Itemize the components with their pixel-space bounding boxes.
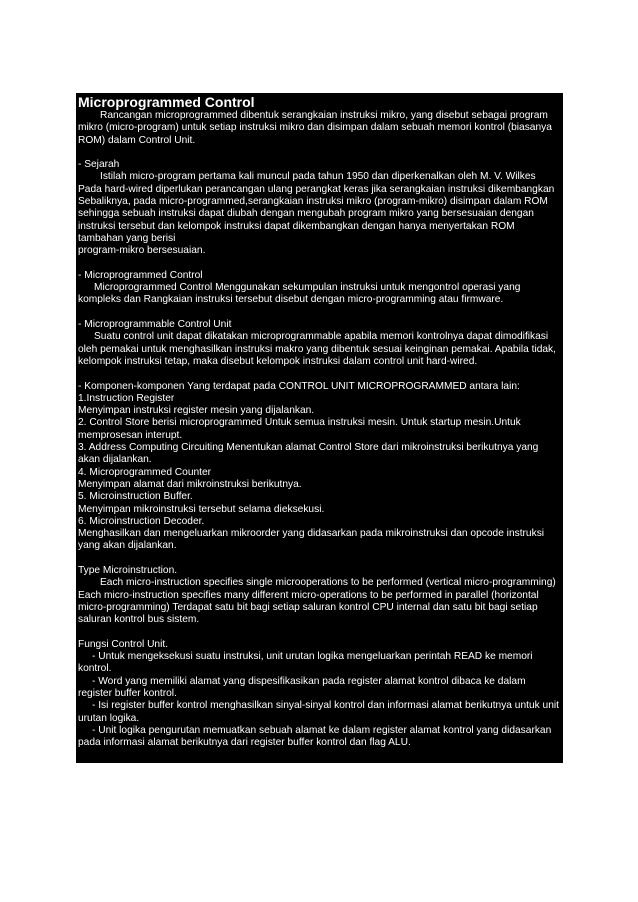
component-line: 6. Microinstruction Decoder.	[78, 515, 205, 527]
component-line: 2. Control Store berisi microprogrammed Untuk semua instruksi mesin. Untuk startup mesin.Untuk memprosesan interupt.	[78, 417, 521, 441]
type-microinstruction-heading: Type Microinstruction.	[78, 564, 178, 576]
spacer	[78, 553, 561, 565]
microprogrammed-control-heading: - Microprogrammed Control	[78, 269, 203, 281]
spacer	[78, 307, 561, 319]
document-page	[76, 93, 563, 763]
intro-paragraph: Rancangan microprogrammed dibentuk serangkaian instruksi mikro, yang disebut sebagai program mikro (micro-program) untuk setiap instruksi mikro dan disimpan dalam sebuah memori kontrol (biasanya ROM) dalam Control Unit.	[78, 110, 552, 146]
component-line: 4. Microprogrammed Counter	[78, 466, 212, 478]
fungsi-item: - Word yang memiliki alamat yang dispesifikasikan pada register alamat kontrol dibaca ke dalam register buffer kontrol.	[78, 675, 526, 699]
component-line: Menyimpan mikroinstruksi tersebut selama dieksekusi.	[78, 503, 325, 515]
sejarah-paragraph: Istilah micro-program pertama kali muncul pada tahun 1950 dan diperkenalkan oleh M. V. Wilkes Pada hard-wired diperlukan perancangan ulang perangkat keras jika serangkaian instruksi dikembangkan Sebaliknya, pada micro-programmed,serangkaian instruksi mikro (program-mikro) disimpan dalam ROM sehingga sebuah instruksi dapat diubah dengan mengubah program mikro yang bersesuaian dengan instruksi tersebut dan kelompok instruksi dapat dikembangkan dengan hanya menyertakan ROM tambahan yang berisi	[78, 171, 555, 244]
spacer	[78, 368, 561, 380]
component-line: 3. Address Computing Circuiting Menentukan alamat Control Store dari mikroinstruksi berikutnya yang akan dijalankan.	[78, 442, 539, 466]
type-microinstruction-paragraph: Each micro-instruction specifies single microoperations to be performed (vertical micro-programming) Each micro-instruction specifies many different micro-operations to be performed in parallel (horizontal micro-programming) Terdapat satu bit bagi setiap saluran kontrol CPU internal dan satu bit bagi setiap saluran kontrol bus sistem.	[78, 577, 556, 626]
component-line: 5. Microinstruction Buffer.	[78, 491, 193, 503]
fungsi-item: - Isi register buffer kontrol menghasilkan sinyal-sinyal kontrol dan informasi alamat berikutnya untuk unit urutan logika.	[78, 700, 559, 724]
component-line: Menghasilkan dan mengeluarkan mikroorder yang didasarkan pada mikroinstruksi dan opcode instruksi yang akan dijalankan.	[78, 528, 545, 552]
document-title: Microprogrammed Control	[78, 94, 255, 110]
fungsi-heading: Fungsi Control Unit.	[78, 638, 169, 650]
component-line: Menyimpan alamat dari mikroinstruksi berikutnya.	[78, 478, 302, 490]
component-line: Menyimpan instruksi register mesin yang dijalankan.	[78, 405, 315, 417]
fungsi-item: - Untuk mengeksekusi suatu instruksi, unit urutan logika mengeluarkan perintah READ ke memori kontrol.	[78, 651, 533, 675]
fungsi-item: - Unit logika pengurutan memuatkan sebuah alamat ke dalam register alamat kontrol yang didasarkan pada informasi alamat berikutnya dari register buffer kontrol dan flag ALU.	[78, 724, 552, 749]
component-line: 1.Instruction Register	[78, 392, 175, 404]
sejarah-heading: - Sejarah	[78, 159, 120, 171]
sejarah-tail: program-mikro bersesuaian.	[78, 245, 206, 257]
components-heading: - Komponen-komponen Yang terdapat pada CONTROL UNIT MICROPROGRAMMED antara lain:	[78, 380, 520, 392]
spacer	[78, 258, 561, 270]
microprogrammable-heading: - Microprogrammable Control Unit	[78, 319, 232, 331]
microprogrammed-control-paragraph: Microprogrammed Control Menggunakan sekumpulan instruksi untuk mengontrol operasi yang kompleks dan Rangkaian instruksi tersebut disebut dengan micro-programming atau firmware.	[78, 282, 521, 306]
spacer	[78, 626, 561, 638]
spacer	[78, 147, 561, 159]
microprogrammable-paragraph: Suatu control unit dapat dikatakan microprogrammable apabila memori kontrolnya dapat dimodifikasi oleh pemakai untuk menghasilkan instruksi makro yang dibentuk sesuai keinginan pemakai. Apabila tidak, kelompok instruksi tetap, maka disebut kelompok instruksi dalam control unit hard-wired.	[78, 331, 556, 367]
